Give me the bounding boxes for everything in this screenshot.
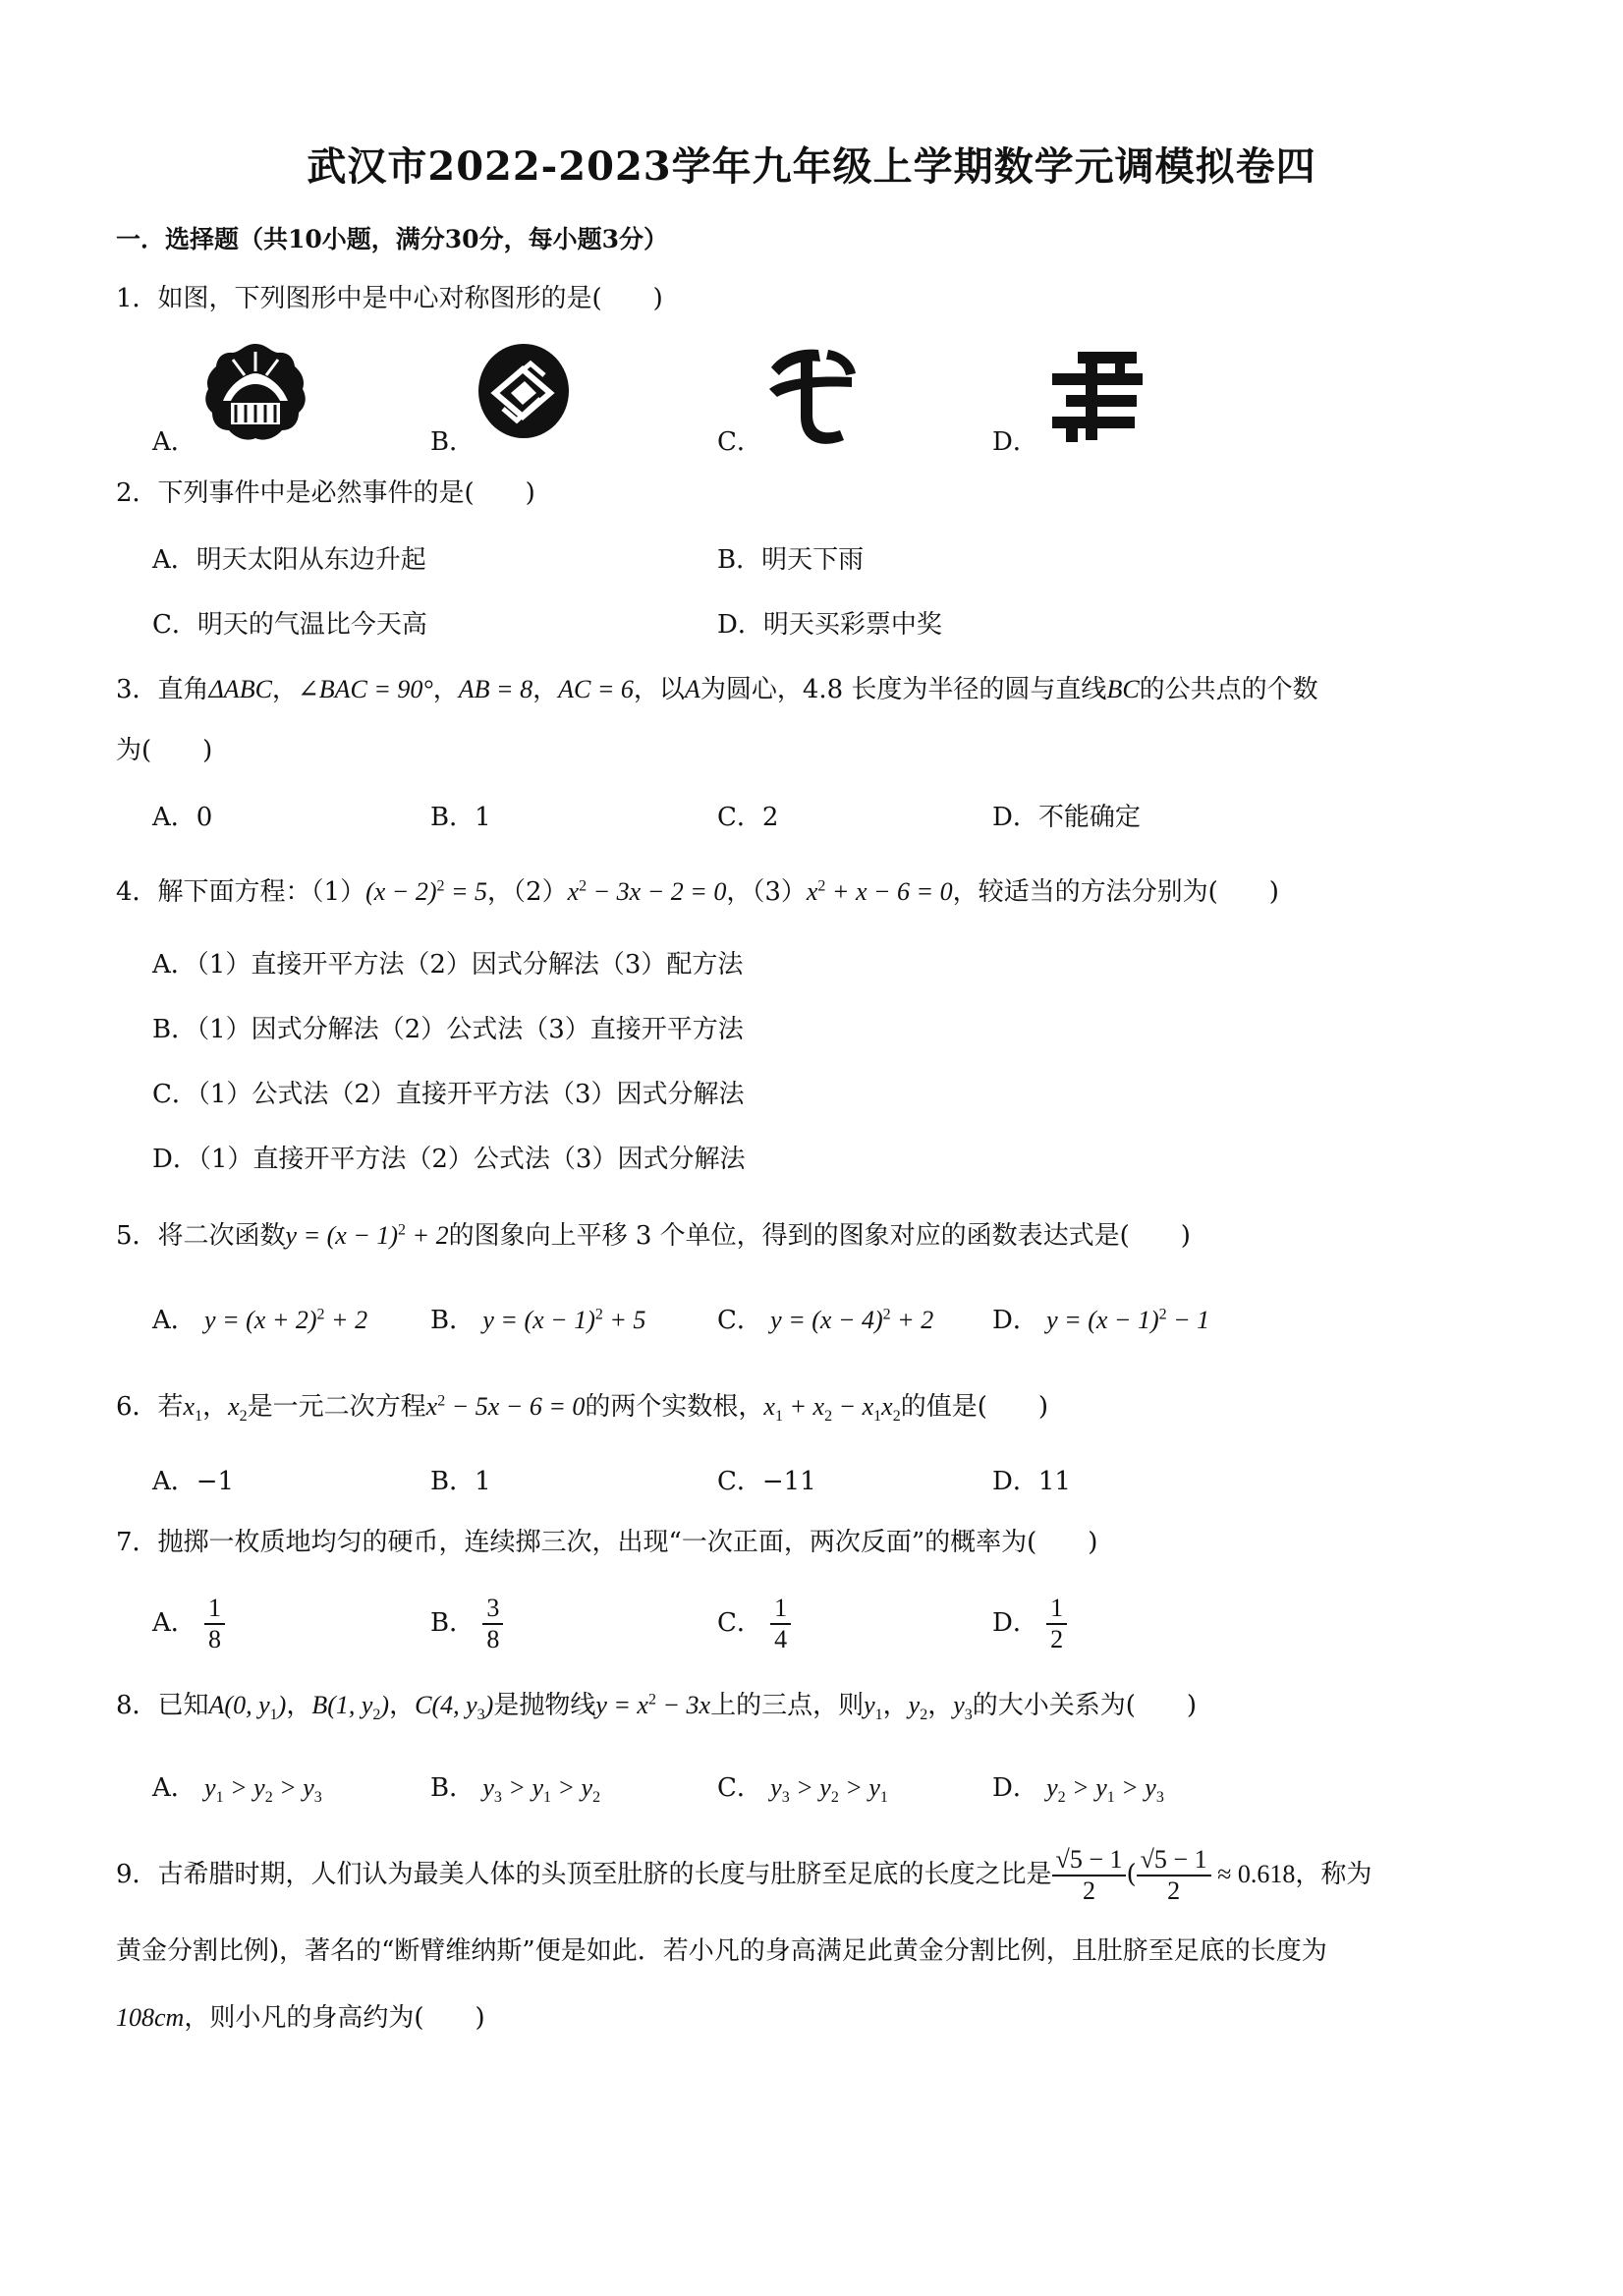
q8-option-c: C． $y_3 > y_2 > y_1$ xyxy=(717,1773,888,1807)
question-3-stem: 3．直角ΔABC，∠BAC = 90°，AB = 8，AC = 6，以A为圆心，4.8 长度为半径的圆与直线BC的公共点的个数 xyxy=(116,675,1318,704)
question-9-stem: 9．古希腊时期，人们认为最美人体的头顶至肚脐的长度与肚脐至足底的长度之比是 $\frac{√5 - 1}{2}$ ( $\frac{√5 - 1}{2}$ ≈ 0.618，称为 xyxy=(116,1845,1372,1905)
q5-option-c: C． $y = (x - 4)^2 + 2$ xyxy=(717,1306,934,1335)
question-2-stem: 2．下列事件中是必然事件的是( ) xyxy=(116,478,535,508)
q1-option-d-label: D． xyxy=(992,427,1038,457)
china-mobile-logo-icon xyxy=(476,342,572,440)
q1-option-c-label: C． xyxy=(717,427,762,457)
q2-option-a: A．明天太阳从东边升起 xyxy=(152,545,426,575)
q8-option-a: A． $y_1 > y_2 > y_3$ xyxy=(152,1773,322,1807)
q3-option-c: C．2 xyxy=(717,803,779,832)
q8-option-b: B． $y_3 > y_1 > y_2$ xyxy=(430,1773,601,1807)
q1-option-a-label: A． xyxy=(152,427,196,457)
q7-option-b: B． $\frac{3}{8}$ xyxy=(430,1588,503,1658)
q1-option-b-label: B． xyxy=(430,427,476,457)
q3-option-d: D．不能确定 xyxy=(992,803,1141,832)
q6-option-c: C．−11 xyxy=(717,1467,816,1496)
q6-option-b: B．1 xyxy=(430,1467,491,1496)
q7-option-c: C． $\frac{1}{4}$ xyxy=(717,1588,791,1658)
question-9-line3: 108cm，则小凡的身高约为( ) xyxy=(116,2003,485,2033)
question-1-stem: 1．如图，下列图形中是中心对称图形的是( ) xyxy=(116,284,663,313)
q7-option-d: D． $\frac{1}{2}$ xyxy=(992,1588,1067,1658)
page-title: 武汉市2022-2023学年九年级上学期数学元调模拟卷四 xyxy=(307,143,1316,190)
q5-option-a: A． $y = (x + 2)^2 + 2$ xyxy=(152,1306,368,1335)
q6-option-a: A．−1 xyxy=(152,1467,235,1496)
q7-option-a: A． $\frac{1}{8}$ xyxy=(152,1588,225,1658)
q2-option-d: D．明天买彩票中奖 xyxy=(717,610,942,640)
power-logo-icon xyxy=(201,342,309,444)
q4-option-a: A．（1）直接开平方法（2）因式分解法（3）配方法 xyxy=(152,950,744,980)
q5-option-b: B． $y = (x - 1)^2 + 5$ xyxy=(430,1306,646,1335)
question-7-stem: 7．抛掷一枚质地均匀的硬币，连续掷三次，出现“一次正面，两次反面”的概率为( ) xyxy=(116,1528,1098,1557)
q4-option-c: C．（1）公式法（2）直接开平方法（3）因式分解法 xyxy=(152,1080,745,1109)
china-telecom-logo-icon xyxy=(761,346,860,446)
q8-option-d: D． $y_2 > y_1 > y_3$ xyxy=(992,1773,1164,1807)
q3-option-a: A．0 xyxy=(152,803,213,832)
china-post-logo-icon xyxy=(1046,348,1148,444)
q4-option-d: D．（1）直接开平方法（2）公式法（3）因式分解法 xyxy=(152,1145,746,1174)
q2-option-c: C．明天的气温比今天高 xyxy=(152,610,427,640)
section-heading: 一．选择题（共10小题，满分30分，每小题3分） xyxy=(116,225,668,253)
q4-option-b: B．（1）因式分解法（2）公式法（3）直接开平方法 xyxy=(152,1015,744,1044)
q5-option-d: D． $y = (x - 1)^2 - 1$ xyxy=(992,1306,1210,1335)
question-3-stem-line2: 为( ) xyxy=(116,736,213,765)
question-6-stem: 6．若$x_1$，$x_2$是一元二次方程$x^2 - 5x - 6 = 0$的两个实数根，$x_1 + x_2 - x_1x_2$的值是( ) xyxy=(116,1392,1048,1426)
q3-option-b: B．1 xyxy=(430,803,491,832)
question-4-stem: 4．解下面方程：$(1)(x - 2)^2 = 5$，$(2)x^2 - 3x - 2 = 0$，$(3)x^2 + x - 6 = 0$，较适当的方法分别为( ) xyxy=(116,877,1279,907)
q2-option-b: B．明天下雨 xyxy=(717,545,865,575)
q6-option-d: D．11 xyxy=(992,1467,1071,1496)
question-5-stem: 5．将二次函数$y = (x - 1)^2 + 2$的图象向上平移 3 个单位，得到的图象对应的函数表达式是( ) xyxy=(116,1221,1191,1251)
question-9-line2: 黄金分割比例)，著名的“断臂维纳斯”便是如此．若小凡的身高满足此黄金分割比例，且肚脐至足底的长度为 xyxy=(116,1936,1327,1966)
question-8-stem: 8．已知A(0, $y_1$)，B(1, $y_2$)，C(4, $y_3$)是抛物线$y = x^2 - 3x$上的三点，则$y_1$，$y_2$，$y_3$的大小关系为( ) xyxy=(116,1691,1198,1724)
